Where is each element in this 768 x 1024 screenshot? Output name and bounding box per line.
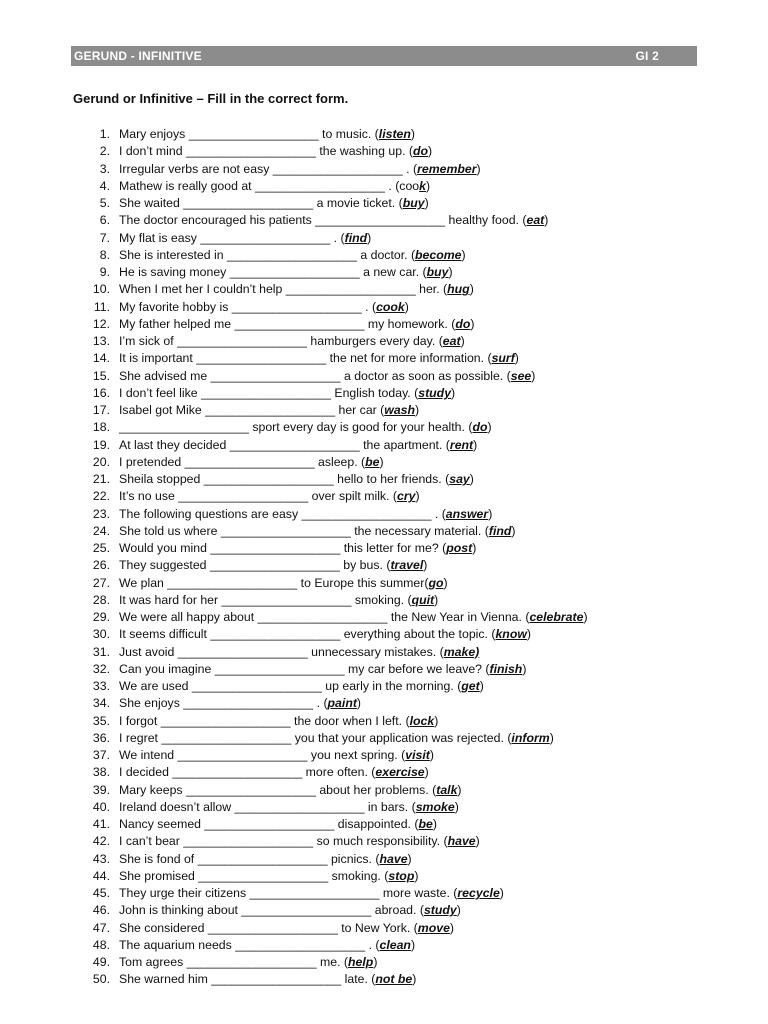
- exercise-number: 13.: [92, 334, 110, 348]
- sentence-end: ): [404, 299, 409, 314]
- base-verb-hint: recycle: [457, 886, 500, 900]
- exercise-number: 3.: [99, 161, 110, 176]
- sentence-text: I forgot ___________________ the door when I left. (: [119, 713, 410, 728]
- exercise-sentence: [119, 437, 477, 454]
- exercise-sentence: [119, 937, 415, 954]
- exercise-sentence: [119, 143, 432, 160]
- sentence-end: ): [531, 368, 536, 383]
- exercise-number: 2.: [99, 144, 110, 159]
- base-verb-hint: surf: [491, 351, 515, 366]
- sentence-text: My flat is easy ___________________ . (: [119, 230, 345, 245]
- exercise-number: 15.: [92, 368, 110, 383]
- exercise-sentence: [119, 592, 438, 609]
- exercise-number: 8.: [99, 247, 110, 262]
- exercise-sentence: [119, 264, 453, 281]
- sentence-text: We intend ___________________ you next spring. (: [119, 748, 406, 762]
- exercise-number: 35.: [92, 713, 110, 728]
- exercise-sentence: [119, 557, 427, 574]
- sentence-text: We are used ___________________ up early in the morning. (: [119, 679, 462, 693]
- base-verb-hint: do: [455, 316, 471, 331]
- base-verb-hint: have: [379, 851, 408, 866]
- exercise-sentence: [119, 747, 434, 764]
- exercise-sentence: [119, 782, 462, 799]
- sentence-end: ): [379, 454, 384, 469]
- base-verb-hint: study: [423, 903, 457, 918]
- sentence-text: My father helped me ___________________ my homework. (: [119, 316, 456, 331]
- exercise-sentence: [119, 644, 479, 661]
- sentence-end: ): [514, 351, 519, 366]
- exercise-number: 14.: [92, 351, 110, 366]
- base-verb-hint: inform: [511, 730, 550, 745]
- exercise-number: 48.: [92, 937, 110, 952]
- base-verb-hint: celebrate: [529, 610, 584, 624]
- exercise-sentence: [119, 851, 412, 868]
- base-verb-hint: visit: [405, 748, 430, 762]
- sentence-text: They suggested ___________________ by bus. (: [119, 558, 391, 573]
- exercise-number: 20.: [92, 454, 110, 469]
- exercise-number: 31.: [92, 644, 110, 659]
- sentence-text: John is thinking about ___________________ abroad. (: [119, 903, 424, 918]
- exercise-sentence: [119, 920, 454, 937]
- sentence-end: ): [460, 334, 465, 348]
- sentence-text: We were all happy about ___________________ the New Year in Vienna. (: [119, 610, 530, 624]
- sentence-end: ): [448, 265, 453, 279]
- sentence-end: ): [425, 178, 431, 193]
- base-verb-hint: clean: [379, 937, 411, 952]
- exercise-sentence: [119, 730, 554, 747]
- base-verb-hint: study: [418, 385, 452, 400]
- sentence-end: ): [475, 834, 480, 849]
- sentence-text: She promised ___________________ smoking. (: [119, 868, 389, 883]
- sentence-end: ): [473, 437, 478, 452]
- base-verb-hint: not be: [375, 972, 413, 987]
- exercise-number: 6.: [99, 213, 110, 228]
- worksheet-title: Gerund or Infinitive – Fill in the correct form.: [73, 91, 349, 106]
- base-verb-hint: get: [461, 679, 480, 693]
- base-verb-hint: do: [413, 144, 429, 159]
- base-verb-hint: lock: [409, 713, 435, 728]
- header-code: GI 2: [635, 49, 659, 63]
- base-verb-hint: do: [472, 420, 488, 435]
- sentence-end: ): [443, 575, 448, 590]
- exercise-sentence: [119, 230, 371, 247]
- exercise-sentence: [119, 368, 535, 385]
- exercise-number: 24.: [92, 523, 110, 538]
- base-verb-hint: say: [449, 472, 470, 486]
- exercise-sentence: [119, 281, 474, 298]
- sentence-text: Irregular verbs are not easy ___________________ . (: [119, 161, 418, 176]
- sentence-text: Isabel got Mike ___________________ her car (: [119, 403, 385, 417]
- sentence-end: ): [469, 282, 474, 297]
- base-verb-hint: listen: [378, 127, 411, 141]
- exercise-number: 25.: [92, 541, 110, 555]
- sentence-text: She is fond of ___________________ picnics. (: [119, 851, 380, 866]
- exercise-number: 10.: [92, 282, 110, 297]
- sentence-text: She is interested in ___________________ a doctor. (: [119, 247, 416, 262]
- sentence-text: I regret ___________________ you that your application was rejected. (: [119, 730, 512, 745]
- sentence-text: The doctor encouraged his patients ___________________ healthy food. (: [119, 213, 527, 228]
- exercise-sentence: [119, 833, 480, 850]
- sentence-end: ): [424, 765, 429, 780]
- base-verb-hint: find: [488, 523, 512, 538]
- exercise-number: 7.: [99, 230, 110, 245]
- exercise-sentence: [119, 954, 377, 971]
- sentence-end: ): [549, 730, 554, 745]
- sentence-end: ): [488, 506, 493, 521]
- sentence-end: ): [456, 903, 461, 918]
- sentence-end: ): [410, 127, 416, 141]
- sentence-text: Would you mind ___________________ this letter for me? (: [119, 541, 447, 555]
- sentence-text: ___________________ sport every day is good for your health. (: [119, 420, 473, 435]
- exercise-number: 30.: [92, 627, 110, 642]
- base-verb-hint: finish: [489, 661, 523, 676]
- exercise-number: 21.: [92, 472, 110, 486]
- exercise-sentence: [119, 713, 438, 730]
- sentence-end: ): [428, 144, 433, 159]
- exercise-sentence: [119, 161, 481, 178]
- exercise-number: 40.: [92, 799, 110, 814]
- exercise-number: 42.: [92, 834, 110, 849]
- base-verb-hint: travel: [390, 558, 424, 573]
- sentence-end: ): [511, 523, 516, 538]
- sentence-end: ): [499, 886, 504, 900]
- base-verb-hint: remember: [417, 161, 477, 176]
- sentence-end: ): [367, 230, 372, 245]
- exercise-sentence: [119, 885, 504, 902]
- exercise-sentence: [119, 695, 361, 712]
- sentence-text: Tom agrees ___________________ me. (: [119, 955, 349, 969]
- exercise-number: 44.: [92, 868, 110, 883]
- exercise-sentence: [119, 764, 429, 781]
- sentence-text: Just avoid ___________________ unnecessary mistakes. (: [119, 644, 444, 659]
- base-verb-hint: help: [348, 955, 374, 969]
- sentence-end: ): [410, 937, 416, 952]
- sentence-end: ): [476, 161, 481, 176]
- exercise-number: 9.: [99, 265, 110, 279]
- exercise-number: 34.: [92, 696, 110, 711]
- sentence-end: ): [432, 817, 437, 831]
- sentence-text: The aquarium needs ___________________ . (: [119, 937, 380, 952]
- sentence-text: She advised me ___________________ a doctor as soon as possible. (: [119, 368, 511, 383]
- sentence-end: ): [470, 316, 475, 331]
- exercise-sentence: [119, 626, 531, 643]
- exercise-sentence: [119, 523, 516, 540]
- sentence-text: He is saving money ___________________ a new car. (: [119, 265, 427, 279]
- sentence-end: ): [479, 679, 484, 693]
- sentence-end: ): [434, 592, 439, 607]
- base-verb-hint: make): [443, 644, 480, 659]
- exercise-number: 18.: [92, 420, 110, 435]
- sentence-text: It’s no use ___________________ over spilt milk. (: [119, 489, 398, 504]
- sentence-end: ): [487, 420, 492, 435]
- base-verb-hint: know: [495, 627, 527, 642]
- exercise-number: 27.: [92, 575, 110, 590]
- base-verb-hint: quit: [411, 592, 435, 607]
- base-verb-hint: answer: [445, 506, 489, 521]
- sentence-end: ): [454, 799, 459, 814]
- exercise-number: 4.: [99, 178, 110, 193]
- base-verb-hint: post: [446, 541, 473, 555]
- sentence-text: She considered ___________________ to New York. (: [119, 920, 418, 935]
- sentence-text: It was hard for her ___________________ smoking. (: [119, 592, 412, 607]
- sentence-end: ): [414, 868, 419, 883]
- sentence-text: Ireland doesn’t allow ___________________ in bars. (: [119, 799, 416, 814]
- sentence-text: Mathew is really good at ___________________ . (coo: [119, 178, 420, 193]
- base-verb-hint: cook: [376, 299, 405, 314]
- exercise-number: 39.: [92, 782, 110, 797]
- exercise-number: 49.: [92, 955, 110, 969]
- sentence-end: ): [434, 713, 439, 728]
- exercise-number: 46.: [92, 903, 110, 918]
- sentence-end: ): [461, 247, 466, 262]
- exercise-sentence: [119, 661, 526, 678]
- sentence-text: My favorite hobby is ___________________ . (: [119, 299, 377, 314]
- base-verb-hint: wash: [384, 403, 416, 417]
- exercise-number: 26.: [92, 558, 110, 573]
- base-verb-hint: find: [344, 230, 368, 245]
- exercise-number: 43.: [92, 851, 110, 866]
- exercise-sentence: [119, 868, 418, 885]
- base-verb-hint: buy: [402, 196, 425, 210]
- exercise-sentence: [119, 126, 415, 143]
- sentence-end: ): [472, 541, 477, 555]
- sentence-end: ): [583, 610, 588, 624]
- exercise-sentence: [119, 195, 429, 212]
- exercise-sentence: [119, 799, 459, 816]
- base-verb-hint: have: [447, 834, 476, 849]
- sentence-text: I pretended ___________________ asleep. (: [119, 454, 366, 469]
- exercise-number: 5.: [99, 196, 110, 210]
- exercise-sentence: [119, 385, 455, 402]
- sentence-end: ): [412, 972, 417, 987]
- sentence-end: ): [407, 851, 412, 866]
- sentence-end: ): [415, 403, 420, 417]
- exercise-sentence: [119, 609, 588, 626]
- exercise-sentence: [119, 247, 466, 264]
- exercise-number: 41.: [92, 817, 110, 831]
- sentence-text: She told us where ___________________ the necessary material. (: [119, 523, 489, 538]
- sentence-end: ): [356, 696, 362, 711]
- sentence-text: Nancy seemed ___________________ disappointed. (: [119, 817, 419, 831]
- exercise-sentence: [119, 678, 484, 695]
- sentence-text: She enjoys ___________________ . (: [119, 696, 328, 711]
- exercise-sentence: [119, 402, 419, 419]
- exercise-sentence: [119, 540, 476, 557]
- sentence-text: Mary keeps ___________________ about her problems. (: [119, 782, 437, 797]
- sentence-end: ): [469, 472, 474, 486]
- exercise-sentence: [119, 816, 437, 833]
- sentence-text: Can you imagine ___________________ my car before we leave? (: [119, 661, 490, 676]
- base-verb-hint: cry: [397, 489, 416, 504]
- base-verb-hint: eat: [442, 334, 461, 348]
- exercise-number: 1.: [99, 127, 110, 141]
- exercise-number: 33.: [92, 679, 110, 693]
- sentence-end: ): [415, 489, 420, 504]
- sentence-text: She waited ___________________ a movie ticket. (: [119, 196, 403, 210]
- sentence-text: Sheila stopped ___________________ hello to her friends. (: [119, 472, 450, 486]
- base-verb-hint: be: [365, 454, 380, 469]
- base-verb-hint: see: [510, 368, 532, 383]
- base-verb-hint: move: [417, 920, 450, 935]
- exercise-sentence: [119, 212, 548, 229]
- sentence-text: The following questions are easy ___________________ . (: [119, 506, 446, 521]
- base-verb-hint: eat: [526, 213, 545, 228]
- exercise-sentence: [119, 333, 465, 350]
- sentence-end: ): [424, 196, 429, 210]
- base-verb-hint: hug: [447, 282, 470, 297]
- sentence-end: ): [429, 748, 434, 762]
- sentence-text: At last they decided ___________________ the apartment. (: [119, 437, 450, 452]
- sentence-text: Mary enjoys ___________________ to music. (: [119, 127, 379, 141]
- exercise-number: 29.: [92, 610, 110, 624]
- sentence-text: I’m sick of ___________________ hamburgers every day. (: [119, 334, 443, 348]
- sentence-text: It seems difficult ___________________ everything about the topic. (: [119, 627, 496, 642]
- base-verb-hint: be: [418, 817, 433, 831]
- exercise-sentence: [119, 488, 420, 505]
- exercise-number: 23.: [92, 506, 110, 521]
- exercise-sentence: [119, 299, 409, 316]
- header-title: GERUND - INFINITIVE: [74, 49, 202, 63]
- exercise-number: 19.: [92, 437, 110, 452]
- exercise-sentence: [119, 575, 448, 592]
- exercise-number: 47.: [92, 920, 110, 935]
- exercise-number: 11.: [93, 299, 110, 314]
- sentence-text: When I met her I couldn’t help ___________________ her. (: [119, 282, 448, 297]
- sentence-end: ): [522, 661, 527, 676]
- base-verb-hint: k: [419, 178, 426, 193]
- exercise-number: 16.: [92, 385, 110, 400]
- exercise-sentence: [119, 316, 474, 333]
- exercise-sentence: [119, 419, 492, 436]
- sentence-end: ): [423, 558, 428, 573]
- exercise-number: 12.: [92, 316, 110, 331]
- sentence-text: I decided ___________________ more often. (: [119, 765, 376, 780]
- base-verb-hint: talk: [436, 782, 458, 797]
- exercise-number: 50.: [92, 972, 110, 987]
- exercise-sentence: [119, 454, 384, 471]
- base-verb-hint: exercise: [375, 765, 425, 780]
- sentence-end: ): [373, 955, 378, 969]
- base-verb-hint: smoke: [415, 799, 455, 814]
- exercise-number: 32.: [92, 661, 110, 676]
- exercise-number: 38.: [92, 765, 110, 780]
- sentence-end: ): [544, 213, 549, 228]
- base-verb-hint: buy: [426, 265, 449, 279]
- sentence-text: I don’t feel like ___________________ English today. (: [119, 385, 419, 400]
- exercise-number: 37.: [92, 748, 110, 762]
- exercise-sentence: [119, 350, 519, 367]
- exercise-number: 28.: [92, 592, 110, 607]
- exercise-number: 17.: [92, 403, 110, 417]
- exercise-number: 45.: [92, 886, 110, 900]
- sentence-text: I don’t mind ___________________ the washing up. (: [119, 144, 413, 159]
- base-verb-hint: become: [415, 247, 462, 262]
- sentence-text: I can’t bear ___________________ so much responsibility. (: [119, 834, 448, 849]
- sentence-end: ): [449, 920, 455, 935]
- base-verb-hint: rent: [449, 437, 474, 452]
- sentence-end: ): [451, 385, 456, 400]
- exercise-sentence: [119, 506, 492, 523]
- exercise-number: 22.: [92, 489, 110, 504]
- exercise-sentence: [119, 971, 416, 988]
- sentence-end: ): [526, 627, 532, 642]
- exercise-sentence: [119, 178, 430, 195]
- exercise-sentence: [119, 902, 461, 919]
- header-bar: [71, 46, 697, 66]
- base-verb-hint: stop: [388, 868, 415, 883]
- sentence-text: It is important ___________________ the net for more information. (: [119, 351, 492, 366]
- exercise-sentence: [119, 471, 474, 488]
- base-verb-hint: paint: [327, 696, 357, 711]
- exercise-number: 36.: [92, 730, 110, 745]
- sentence-end: ): [457, 782, 462, 797]
- sentence-text: They urge their citizens ___________________ more waste. (: [119, 886, 458, 900]
- sentence-text: We plan ___________________ to Europe this summer(: [119, 575, 429, 590]
- sentence-text: She warned him ___________________ late. (: [119, 972, 376, 987]
- base-verb-hint: go: [428, 575, 444, 590]
